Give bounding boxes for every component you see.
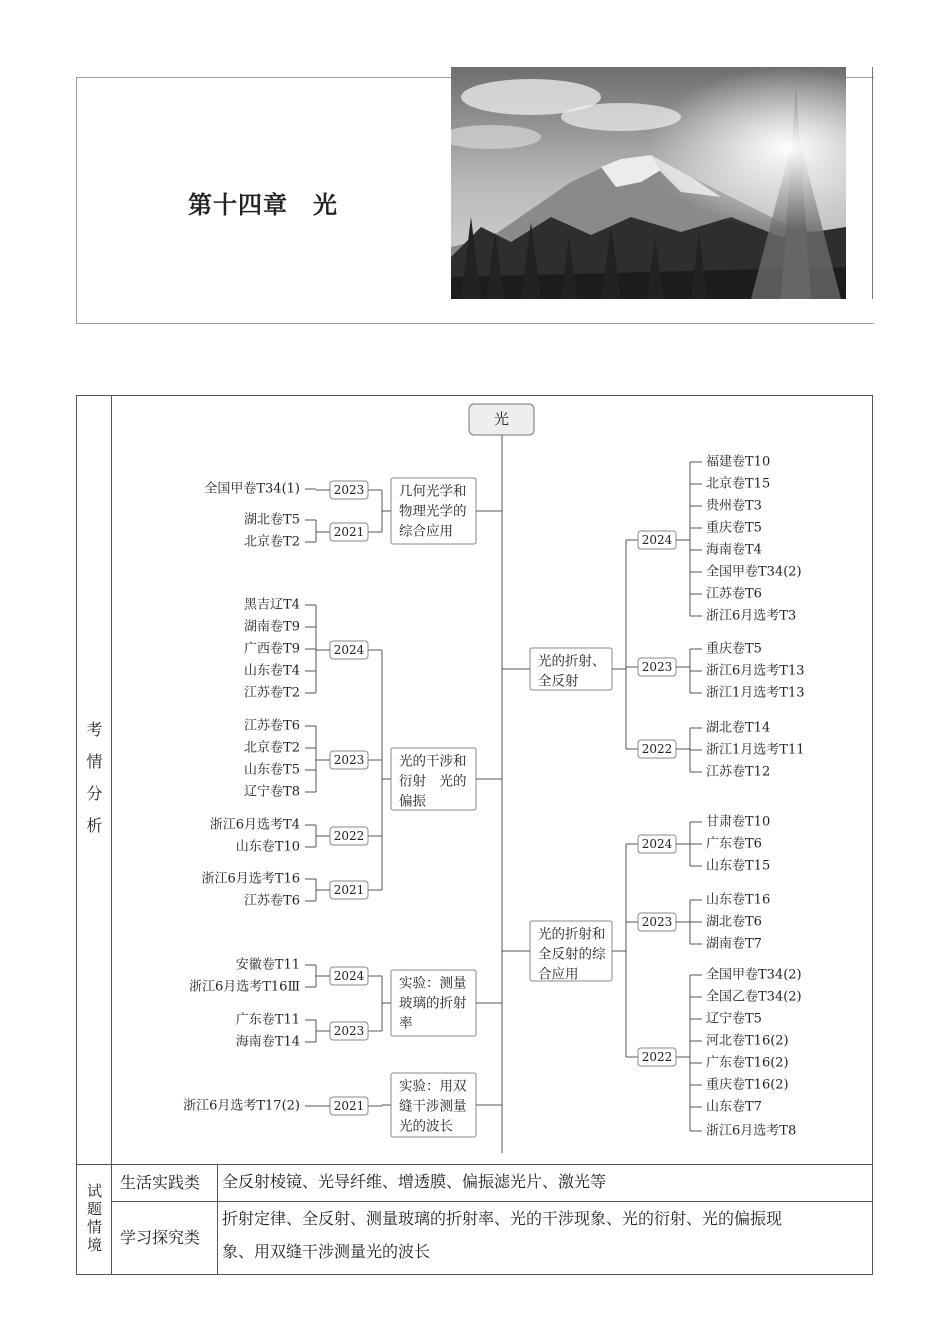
item-label: 全国甲卷T34(2) (706, 967, 802, 983)
item-label: 重庆卷T5 (706, 641, 762, 657)
item-label: 广东卷T6 (706, 836, 762, 852)
topic-label: 合应用 (538, 966, 579, 983)
item-label: 广东卷T16(2) (706, 1055, 789, 1071)
topic-label: 光的折射和 (538, 926, 606, 943)
item-label: 江苏卷T6 (244, 893, 300, 909)
topic-label: 实验：测量 (399, 975, 467, 992)
year-label: 2024 (641, 837, 673, 851)
item-label: 辽宁卷T5 (706, 1011, 762, 1027)
item-label: 浙江6月选考T17(2) (183, 1098, 300, 1114)
topic-label: 偏振 (399, 793, 426, 810)
item-label: 河北卷T16(2) (706, 1033, 789, 1049)
topic-label: 衍射 光的 (399, 773, 467, 790)
year-label: 2022 (641, 1050, 673, 1064)
item-label: 湖北卷T6 (706, 914, 762, 930)
item-label: 湖北卷T5 (244, 512, 300, 528)
topic-label: 综合应用 (399, 523, 453, 540)
topic-label: 光的波长 (399, 1118, 453, 1135)
item-label: 浙江6月选考T8 (706, 1123, 797, 1139)
context-row-label: 生活实践类 (120, 1173, 201, 1192)
year-label: 2021 (333, 525, 365, 539)
context-label: 试 题 情 境 (86, 1182, 102, 1254)
topic-label: 缝干涉测量 (399, 1098, 467, 1115)
item-label: 浙江6月选考T16Ⅲ (188, 979, 300, 995)
topic-label: 全反射的综 (538, 946, 606, 963)
year-label: 2023 (641, 660, 673, 674)
item-label: 江苏卷T6 (706, 586, 762, 602)
year-label: 2022 (333, 829, 365, 843)
item-label: 广西卷T9 (244, 641, 300, 657)
year-label: 2023 (641, 915, 673, 929)
item-label: 山东卷T10 (235, 839, 300, 855)
item-label: 海南卷T14 (235, 1034, 300, 1050)
year-label: 2024 (641, 533, 673, 547)
item-label: 江苏卷T2 (244, 685, 300, 701)
topic-label: 实验：用双 (399, 1078, 467, 1095)
item-label: 山东卷T16 (706, 892, 771, 908)
year-label: 2023 (333, 1024, 365, 1038)
topic-label: 几何光学和 (399, 483, 467, 500)
year-label: 2023 (333, 753, 365, 767)
item-label: 湖南卷T9 (244, 619, 300, 635)
item-label: 浙江6月选考T3 (706, 608, 797, 624)
topic-label: 玻璃的折射 (399, 995, 467, 1012)
year-label: 2021 (333, 883, 365, 897)
item-label: 甘肃卷T10 (706, 814, 771, 830)
analysis-label: 考 情 分 析 (86, 720, 103, 835)
chapter-title: 第十四章 光 (188, 191, 338, 219)
item-label: 浙江6月选考T16 (201, 871, 300, 887)
topic-label: 光的干涉和 (399, 753, 467, 770)
year-label: 2021 (333, 1099, 365, 1113)
item-label: 山东卷T15 (706, 858, 771, 874)
year-label: 2022 (641, 742, 673, 756)
topic-label: 率 (399, 1015, 413, 1032)
year-label: 2024 (333, 643, 365, 657)
item-label: 黑吉辽T4 (244, 597, 300, 613)
item-label: 湖南卷T7 (706, 936, 762, 952)
context-row-text: 折射定律、全反射、测量玻璃的折射率、光的干涉现象、光的衍射、光的偏振现 象、用双缝干涉测量光的波长 (222, 1209, 783, 1261)
item-label: 贵州卷T3 (706, 498, 762, 514)
topic-label: 光的折射、 (538, 653, 606, 670)
context-col-divider (217, 1164, 218, 1274)
item-label: 江苏卷T12 (706, 764, 771, 780)
item-label: 浙江6月选考T4 (209, 817, 300, 833)
item-label: 辽宁卷T8 (244, 784, 300, 800)
item-label: 福建卷T10 (706, 454, 771, 470)
context-row-text: 全反射棱镜、光导纤维、增透膜、偏振滤光片、激光等 (222, 1172, 607, 1191)
item-label: 全国甲卷T34(1) (204, 481, 300, 497)
year-label: 2024 (333, 969, 365, 983)
topic-label: 物理光学的 (399, 503, 467, 520)
item-label: 安徽卷T11 (235, 957, 300, 973)
item-label: 山东卷T4 (244, 663, 300, 679)
item-label: 全国甲卷T34(2) (706, 564, 802, 580)
item-label: 北京卷T2 (244, 740, 300, 756)
item-label: 重庆卷T16(2) (706, 1077, 789, 1093)
context-row-label: 学习探究类 (120, 1228, 201, 1247)
item-label: 浙江1月选考T13 (706, 685, 805, 701)
item-label: 重庆卷T5 (706, 520, 762, 536)
item-label: 海南卷T4 (706, 542, 762, 558)
item-label: 江苏卷T6 (244, 718, 300, 734)
item-label: 湖北卷T14 (706, 720, 771, 736)
item-label: 浙江1月选考T11 (706, 742, 805, 758)
item-label: 浙江6月选考T13 (706, 663, 805, 679)
item-label: 山东卷T7 (706, 1099, 762, 1115)
item-label: 山东卷T5 (244, 762, 300, 778)
topic-label: 全反射 (538, 673, 579, 690)
year-label: 2023 (333, 483, 365, 497)
item-label: 广东卷T11 (235, 1012, 300, 1028)
root-label: 光 (493, 410, 510, 428)
item-label: 全国乙卷T34(2) (706, 989, 802, 1005)
item-label: 北京卷T2 (244, 534, 300, 550)
item-label: 北京卷T15 (706, 476, 771, 492)
